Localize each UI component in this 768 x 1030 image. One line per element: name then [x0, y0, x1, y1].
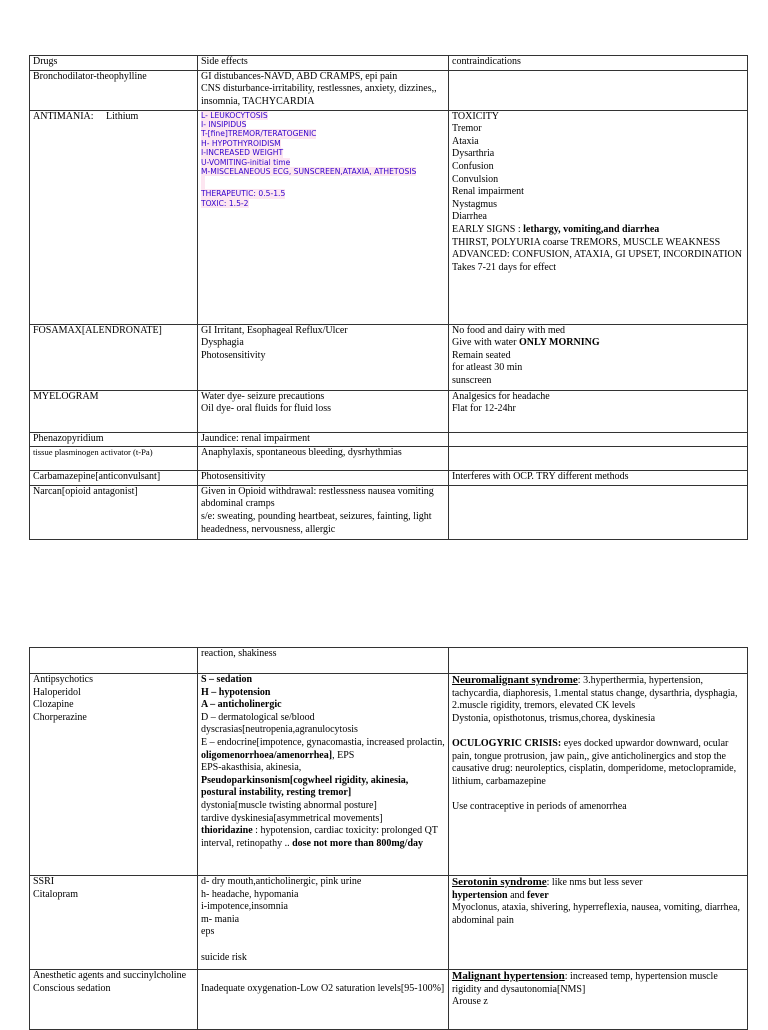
table-row [30, 648, 748, 674]
side-effects-cell: Photosensitivity [198, 471, 449, 486]
antipsychotic-side-effects-cell: S – sedation H – hypotension A – anticholinergic D – dermatological se/blood dyscrasias[neutropenia,agranulocytosis E – endocrine[impotence, gynacomastia, increased prolactin, oligomenorrhoea/amenorrhea], EPS EPS-akasthisia, akinesia, Pseudoparkinsonism[cogwheel rigidity, akinesia, postural instability, resting tremor] dystonia[muscle twisting abnormal posture] tardive dyskinesia[asymmetrical movements] thioridazine : hypotension, cardiac toxicity: prolonged QT interval, retinopathy .. dose not more than 800mg/day [198, 674, 449, 876]
table-row [30, 471, 748, 486]
drug-cell: MYELOGRAM [30, 390, 198, 432]
lithium-mnemonic-cell [198, 110, 449, 324]
mnemonic-line: M-MISCELANEOUS ECG, SUNSCREEN,ATAXIA, ATHETOSIS [201, 167, 417, 177]
toxic-range: TOXIC: 1.5-2 [201, 198, 249, 208]
drug-cell: Anesthetic agents and succinylcholine Conscious sedation [30, 970, 198, 1030]
drug-cell: SSRI Citalopram [30, 876, 198, 970]
drug-cell: Bronchodilator-theophylline [30, 70, 198, 110]
table-row [30, 324, 748, 390]
table-row [30, 70, 748, 110]
drug-cell: Phenazopyridium [30, 432, 198, 447]
side-effects-cell: Jaundice: renal impairment [198, 432, 449, 447]
drug-cell: Antipsychotics Haloperidol Clozapine Chorperazine [30, 674, 198, 876]
mnemonic-line: U-VOMITING-initial time [201, 157, 291, 167]
drug-cell: Carbamazepine[anticonvulsant] [30, 471, 198, 486]
mnemonic-line: I- INSIPIDUS [201, 120, 247, 129]
antipsychotic-notes-cell: Neuromalignant syndrome: 3.hyperthermia, hypertension, tachycardia, diaphoresis, 1.mental status change, dysarthria, dysphagia, 2.muscle rigidity, tremors, elevated CK levels Dystonia, opisthotonus, trismus,chorea, dyskinesia OCULOGYRIC CRISIS: eyes docked upwardor downward, ocular pain, tongue protrusion, jaw pain,, give anticholinergics and stop the causative drug: neuroleptics, cisplatin, domperidome, metoclopramide, lithium, carbamazepine Use contraceptive in periods of amenorrhea [449, 674, 748, 876]
mnemonic-line: H- HYPOTHYROIDISM [201, 138, 281, 148]
drug-cell: Narcan[opioid antagonist] [30, 485, 198, 539]
side-effects-cell: GI distubances-NAVD, ABD CRAMPS, epi pain CNS disturbance-irritability, restlessnes, anxiety, dizzines,, insomnia, TACHYCARDIA [198, 70, 449, 110]
side-effects-cell: d- dry mouth,anticholinergic, pink urine h- headache, hypomania i-impotence,insomnia m- mania eps suicide risk [198, 876, 449, 970]
table-row [30, 970, 748, 1030]
lithium-toxicity-cell: TOXICITY Tremor Ataxia Dysarthria Confusion Convulsion Renal impairment Nystagmus Diarrhea EARLY SIGNS : lethargy, vomiting,and diarrhea THIRST, POLYURIA coarse TREMORS, MUSCLE WEAKNESS ADVANCED: CONFUSION, ATAXIA, GI UPSET, INCORDINATION Takes 7-21 days for effect [449, 110, 748, 324]
drug-cell: tissue plasminogen activator (t-Pa) [30, 447, 198, 471]
header-contraindications: contraindications [449, 56, 748, 71]
side-effects-cell: Inadequate oxygenation-Low O2 saturation levels[95-100%] [198, 970, 449, 1030]
table-row [30, 447, 748, 471]
drug-table-2 [29, 647, 748, 1030]
therapeutic-range: THERAPEUTIC: 0.5-1.5 [201, 189, 286, 199]
table-row [30, 876, 748, 970]
contraindications-cell [449, 70, 748, 110]
drug-cell: FOSAMAX[ALENDRONATE] [30, 324, 198, 390]
contraindications-cell [449, 432, 748, 447]
malignant-hypertension-cell: Malignant hypertension: increased temp, hypertension muscle rigidity and dysautonomia[NMS] Arouse z [449, 970, 748, 1030]
contraindications-cell: Analgesics for headache Flat for 12-24hr [449, 390, 748, 432]
drug-cell: ANTIMANIA: Lithium [30, 110, 198, 324]
header-drugs: Drugs [30, 56, 198, 71]
drug-table-1 [29, 55, 748, 540]
header-side-effects: Side effects [198, 56, 449, 71]
table-row [30, 390, 748, 432]
drug-cell [30, 648, 198, 674]
mnemonic-line: I-INCREASED WEIGHT [201, 148, 284, 158]
table-row [30, 674, 748, 876]
contraindications-cell [449, 648, 748, 674]
side-effects-cell: GI Irritant, Esophageal Reflux/Ulcer Dysphagia Photosensitivity [198, 324, 449, 390]
side-effects-cell: Given in Opioid withdrawal: restlessness nausea vomiting abdominal cramps s/e: sweating, pounding heartbeat, seizures, fainting, light headedness, nervousness, allergic [198, 485, 449, 539]
side-effects-cell: Anaphylaxis, spontaneous bleeding, dysrhythmias [198, 447, 449, 471]
table-header-row [30, 56, 748, 71]
mnemonic-line: L- LEUKOCYTOSIS [201, 110, 268, 120]
side-effects-cell: reaction, shakiness [198, 648, 449, 674]
table-row [30, 432, 748, 447]
serotonin-notes-cell: Serotonin syndrome: like nms but less sever hypertension and fever Myoclonus, ataxia, shivering, hyperreflexia, nausea, vomiting, diarrhea, abdominal pain [449, 876, 748, 970]
contraindications-cell [449, 447, 748, 471]
side-effects-cell: Water dye- seizure precautions Oil dye- oral fluids for fluid loss [198, 390, 449, 432]
contraindications-cell [449, 485, 748, 539]
contraindications-cell: No food and dairy with med Give with water ONLY MORNING Remain seated for atleast 30 min sunscreen [449, 324, 748, 390]
mnemonic-line: T-[fine]TREMOR/TERATOGENIC [201, 129, 317, 139]
table-row [30, 485, 748, 539]
mnemonic-line [201, 176, 445, 189]
contraindications-cell: Interferes with OCP. TRY different methods [449, 471, 748, 486]
table-row [30, 110, 748, 324]
